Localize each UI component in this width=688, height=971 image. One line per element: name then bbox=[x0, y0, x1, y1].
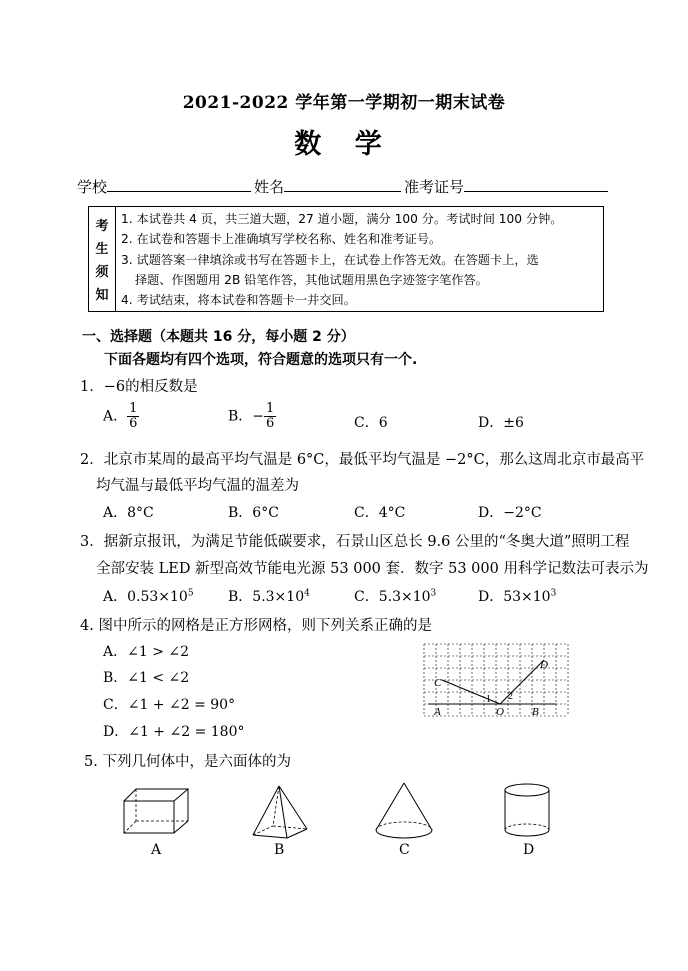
q3-stem-line1: 3．据新京报讯，为满足节能低碳要求，石景山区总长 9.6 公里的“冬奥大道”照明工程 bbox=[80, 534, 630, 550]
notice-head-char: 知 bbox=[95, 288, 109, 303]
q3-c-text: C．5.3×10 bbox=[354, 589, 431, 605]
q2-option-a[interactable]: A．8°C bbox=[103, 505, 154, 521]
q4-line-od bbox=[500, 660, 544, 704]
q1-stem: 1．−6的相反数是 bbox=[80, 379, 198, 395]
q3-option-d[interactable] bbox=[478, 586, 556, 606]
notice-head-char: 生 bbox=[95, 242, 109, 257]
q4-label-d: D bbox=[540, 659, 548, 671]
section-title: 一、选择题（本题共 16 分，每小题 2 分） bbox=[82, 329, 355, 345]
name-blank[interactable] bbox=[284, 177, 401, 192]
q4-option-d[interactable]: D．∠1 + ∠2 = 180° bbox=[103, 724, 245, 740]
notice-head-char: 须 bbox=[95, 265, 109, 280]
q1-a-numerator: 1 bbox=[129, 401, 138, 416]
q3-c-exponent: 3 bbox=[430, 588, 437, 599]
q3-a-exponent: 5 bbox=[187, 588, 194, 599]
q2-option-c[interactable]: C．4°C bbox=[354, 505, 406, 521]
notice-head bbox=[89, 207, 116, 311]
q4-label-a: A bbox=[434, 706, 441, 718]
notice-box bbox=[88, 206, 604, 312]
q4-grid-figure bbox=[420, 640, 570, 720]
q5-caption-d: D bbox=[523, 842, 535, 858]
q4-option-c[interactable]: C．∠1 + ∠2 = 90° bbox=[103, 697, 236, 713]
q4-label-c: C bbox=[434, 677, 442, 689]
q3-d-exponent: 3 bbox=[550, 588, 557, 599]
q5-caption-c: C bbox=[399, 842, 410, 858]
q5-stem: 5. 下列几何体中，是六面体的为 bbox=[84, 754, 291, 770]
q4-option-b[interactable]: B．∠1 < ∠2 bbox=[103, 670, 190, 686]
notice-items bbox=[121, 209, 599, 310]
q4-figure-labels bbox=[433, 659, 548, 718]
q3-option-c[interactable] bbox=[354, 586, 436, 606]
q4-angle-2: 2 bbox=[508, 691, 513, 702]
q2-option-b[interactable]: B．6°C bbox=[228, 505, 279, 521]
q4-label-o: O bbox=[496, 706, 504, 718]
q3-d-text: D．53×10 bbox=[478, 589, 551, 605]
notice-head-char: 考 bbox=[95, 219, 109, 234]
q3-option-a[interactable] bbox=[103, 586, 194, 606]
q5-cylinder-figure[interactable] bbox=[501, 781, 553, 841]
exam-id-label: 准考证号 bbox=[404, 178, 465, 196]
q4-option-a[interactable]: A．∠1 > ∠2 bbox=[103, 644, 190, 660]
school-field[interactable] bbox=[77, 176, 251, 197]
q1-a-fraction bbox=[127, 402, 139, 431]
notice-item: 3. 试题答案一律填涂或书写在答题卡上，在试卷上作答无效。在答题卡上，选 bbox=[121, 252, 539, 267]
name-label: 姓名 bbox=[254, 178, 285, 196]
q3-b-text: B．5.3×10 bbox=[228, 589, 305, 605]
name-field[interactable] bbox=[254, 176, 401, 197]
subject-title: 数 学 bbox=[294, 129, 394, 160]
q1-a-label: A． bbox=[103, 408, 128, 425]
q2-stem-line1: 2．北京市某周的最高平均气温是 6°C，最低平均气温是 −2°C，那么这周北京市最高平 bbox=[80, 452, 645, 468]
q3-a-text: A．0.53×10 bbox=[103, 589, 188, 605]
q4-angle-labels bbox=[486, 691, 513, 705]
q1-option-b[interactable] bbox=[228, 402, 276, 431]
q3-b-exponent: 4 bbox=[304, 588, 310, 599]
exam-title: 2021-2022 学年第一学期初一期末试卷 bbox=[182, 93, 506, 113]
q1-b-label: B．− bbox=[228, 408, 265, 425]
q2-stem-line2: 均气温与最低平均气温的温差为 bbox=[96, 478, 299, 494]
q1-option-c[interactable]: C．6 bbox=[354, 415, 388, 431]
q1-b-denominator: 6 bbox=[266, 416, 275, 431]
q4-line-oc bbox=[442, 680, 500, 704]
q5-cone-figure[interactable] bbox=[372, 780, 436, 842]
q1-a-denominator: 6 bbox=[129, 416, 138, 431]
q1-option-a[interactable] bbox=[103, 402, 139, 431]
q5-cuboid-figure[interactable] bbox=[118, 785, 194, 839]
notice-item: 1. 本试卷共 4 页，共三道大题，27 道小题，满分 100 分。考试时间 100 分钟。 bbox=[121, 212, 563, 226]
q5-caption-b: B bbox=[274, 842, 285, 858]
exam-id-blank[interactable] bbox=[464, 177, 608, 192]
q3-stem-line2: 全部安装 LED 新型高效节能电光源 53 000 套．数字 53 000 用科学记数法可表示为 bbox=[96, 561, 649, 577]
q1-b-fraction bbox=[264, 402, 276, 431]
school-blank[interactable] bbox=[107, 177, 251, 192]
q4-stem: 4. 图中所示的网格是正方形网格，则下列关系正确的是 bbox=[80, 618, 432, 634]
q5-pyramid-figure[interactable] bbox=[249, 783, 311, 841]
q4-angle-1: 1 bbox=[486, 694, 491, 705]
notice-item: 2. 在试卷和答题卡上准确填写学校名称、姓名和准考证号。 bbox=[121, 232, 442, 247]
q4-label-b: B bbox=[532, 706, 539, 718]
q2-option-d[interactable]: D．−2°C bbox=[478, 505, 542, 521]
q1-b-numerator: 1 bbox=[266, 401, 275, 416]
q5-caption-a: A bbox=[151, 842, 162, 858]
notice-item: 4. 考试结束，将本试卷和答题卡一并交回。 bbox=[121, 293, 356, 308]
q3-option-b[interactable] bbox=[228, 586, 310, 606]
notice-item: 择题、作图题用 2B 铅笔作答，其他试题用黑色字迹签字笔作答。 bbox=[135, 272, 488, 287]
q1-option-d[interactable]: D．±6 bbox=[478, 415, 524, 431]
school-label: 学校 bbox=[77, 178, 108, 196]
exam-id-field[interactable] bbox=[404, 176, 608, 197]
section-instruction: 下面各题均有四个选项，符合题意的选项只有一个. bbox=[104, 352, 418, 368]
